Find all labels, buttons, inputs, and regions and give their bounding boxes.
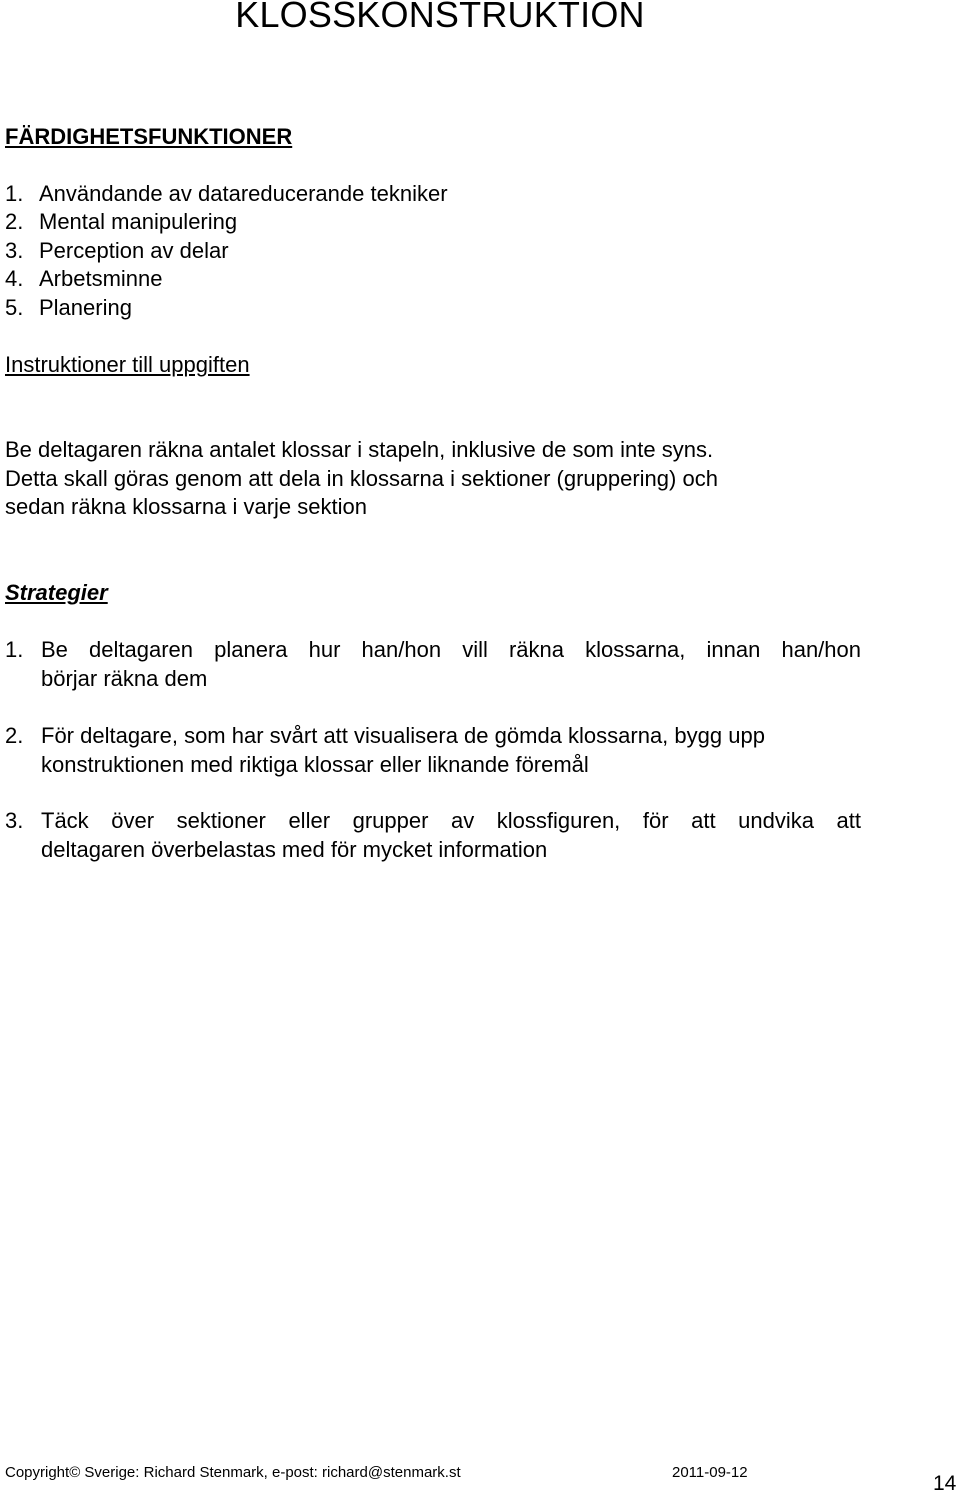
page-number: 14 [933,1472,957,1495]
instructions-line: Detta skall göras genom att dela in klossarna i sektioner (gruppering) och [5,466,718,491]
strategy-number: 2. [5,723,24,748]
item-number: 3. [5,238,24,263]
skills-list-item [5,181,448,207]
instructions-heading: Instruktioner till uppgiften [5,352,250,377]
strategy-number: 3. [5,808,24,833]
strategy-line: konstruktionen med riktiga klossar eller liknande föremål [41,752,589,777]
strategy-line: Täck över sektioner eller grupper av klossfiguren, för att undvika att [41,808,861,833]
item-number: 4. [5,266,24,291]
skills-heading: FÄRDIGHETSFUNKTIONER [5,124,293,149]
strategy-line: För deltagare, som har svårt att visualisera de gömda klossarna, bygg upp [41,723,765,748]
skills-list-item [5,209,237,235]
item-number: 5. [5,295,24,320]
strategy-number: 1. [5,637,24,662]
item-text: Arbetsminne [39,266,163,291]
skills-list-item [5,266,163,292]
strategies-heading: Strategier [5,580,108,605]
skills-list-item [5,238,229,264]
skills-list-item [5,295,132,321]
item-text: Perception av delar [39,238,229,263]
item-text: Användande av datareducerande tekniker [39,181,448,206]
strategy-line: Be deltagaren planera hur han/hon vill räkna klossarna, innan han/hon [41,637,861,662]
footer-copyright: Copyright© Sverige: Richard Stenmark, e-post: richard@stenmark.st [5,1464,461,1481]
item-text: Mental manipulering [39,209,238,234]
item-number: 2. [5,209,24,234]
item-text: Planering [39,295,132,320]
page-title: KLOSSKONSTRUKTION [235,0,645,35]
footer-date: 2011-09-12 [672,1464,748,1481]
strategy-line: börjar räkna dem [41,666,208,691]
item-number: 1. [5,181,24,206]
strategy-line: deltagaren överbelastas med för mycket information [41,837,548,862]
instructions-line: Be deltagaren räkna antalet klossar i stapeln, inklusive de som inte syns. [5,437,714,462]
instructions-line: sedan räkna klossarna i varje sektion [5,494,367,519]
